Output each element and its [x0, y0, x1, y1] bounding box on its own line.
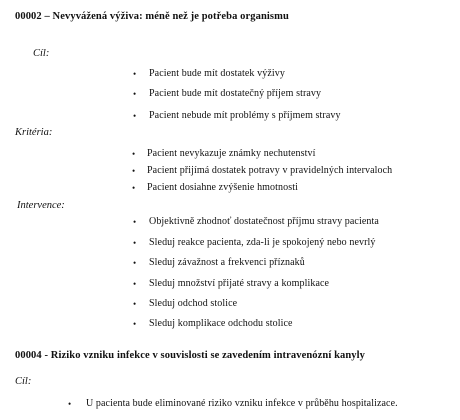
bullet-icon: •	[132, 166, 136, 176]
criteria-item: Pacient dosiahne zvýšenie hmotnosti	[147, 182, 298, 193]
intervention-item: Sleduj odchod stolice	[149, 298, 238, 309]
goal-item: Pacient bude mít dostatečný příjem stravy	[149, 88, 322, 99]
bullet-icon: •	[133, 217, 137, 227]
goal-item: Pacient bude mít dostatek výživy	[149, 68, 285, 79]
goal-label: Cíl:	[15, 376, 32, 387]
diagnosis-heading-00002: 00002 – Nevyvážená výživa: méně než je potřeba organismu	[15, 11, 289, 22]
bullet-icon: •	[133, 238, 137, 248]
intervention-item: Sleduj závažnost a frekvenci příznaků	[149, 257, 305, 268]
bullet-icon: •	[133, 69, 137, 79]
goal-item: U pacienta bude eliminované riziko vzniku infekce v průběhu hospitalizace.	[86, 398, 398, 409]
intervention-item: Sleduj množství přijaté stravy a komplikace	[149, 278, 330, 289]
bullet-icon: •	[132, 183, 136, 193]
criteria-label: Kritéria:	[15, 127, 53, 138]
intervention-item: Sleduj reakce pacienta, zda-li je spokojený nebo nevrlý	[149, 237, 376, 248]
interventions-label: Intervence:	[17, 200, 65, 211]
bullet-icon: •	[68, 399, 72, 409]
intervention-item: Sleduj komplikace odchodu stolice	[149, 318, 293, 329]
bullet-icon: •	[133, 89, 137, 99]
criteria-item: Pacient nevykazuje známky nechutenství	[147, 148, 316, 159]
bullet-icon: •	[132, 149, 136, 159]
bullet-icon: •	[133, 258, 137, 268]
bullet-icon: •	[133, 299, 137, 309]
goal-label: Cíl:	[33, 48, 50, 59]
bullet-icon: •	[133, 319, 137, 329]
bullet-icon: •	[133, 279, 137, 289]
criteria-item: Pacient přijímá dostatek potravy v pravidelných intervaloch	[147, 165, 393, 176]
bullet-icon: •	[133, 111, 137, 121]
diagnosis-heading-00004: 00004 - Riziko vzniku infekce v souvislosti se zavedením intravenózní kanyly	[15, 350, 366, 361]
goal-item: Pacient nebude mít problémy s příjmem stravy	[149, 110, 341, 121]
intervention-item: Objektivně zhodnoť dostatečnost příjmu stravy pacienta	[149, 216, 379, 227]
